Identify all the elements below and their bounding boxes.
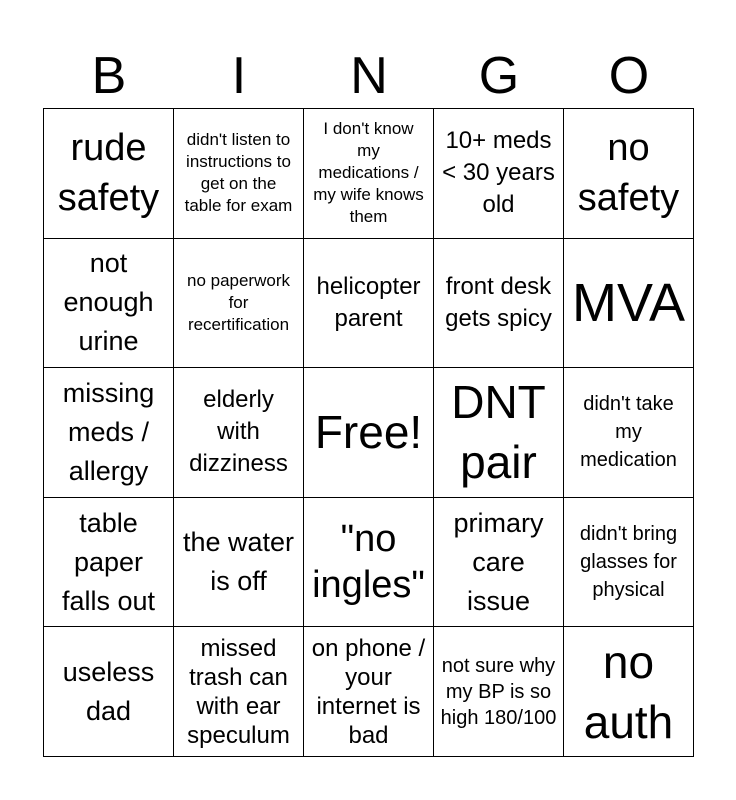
cell-text: MVA (571, 272, 685, 333)
bingo-cell[interactable] (174, 498, 304, 628)
free-space-text: Free! (314, 406, 423, 459)
cell-text: missed trash can with ear speculum (187, 634, 290, 749)
cell-text: helicopter parent (316, 272, 421, 332)
bingo-cell[interactable] (434, 498, 564, 628)
bingo-cell[interactable] (44, 627, 174, 757)
bingo-cell[interactable] (44, 109, 174, 239)
cell-text: the water is off (182, 527, 295, 597)
bingo-cell[interactable] (434, 239, 564, 369)
bingo-cell[interactable] (434, 627, 564, 757)
cell-text: didn't take my medication (580, 393, 677, 472)
header-letter-i: I (231, 47, 247, 105)
cell-text: front desk gets spicy (445, 272, 552, 332)
header-letter-o: O (608, 47, 650, 105)
cell-text: not sure why my BP is so high 180/100 (440, 654, 557, 729)
cell-text: primary care issue (453, 507, 544, 616)
bingo-cell[interactable] (304, 498, 434, 628)
cell-text: didn't bring glasses for physical (579, 523, 678, 602)
bingo-cell[interactable] (304, 109, 434, 239)
cell-text: DNT pair (451, 376, 546, 489)
cell-text: 10+ meds < 30 years old (442, 127, 555, 219)
header-letter-n: N (350, 47, 388, 105)
bingo-cell[interactable] (304, 239, 434, 369)
cell-text: no safety (577, 127, 680, 220)
cell-text: "no ingles" (312, 518, 425, 607)
bingo-cell[interactable] (564, 627, 694, 757)
cell-text: no auth (583, 635, 674, 748)
cell-text: no paperwork for recertification (186, 270, 290, 334)
bingo-cell[interactable] (564, 239, 694, 369)
bingo-cell[interactable] (564, 109, 694, 239)
cell-text: useless dad (62, 656, 155, 726)
bingo-cell[interactable] (304, 627, 434, 757)
bingo-board (43, 108, 694, 757)
bingo-cell[interactable] (44, 498, 174, 628)
header-letter-g: G (478, 47, 520, 105)
header-letter-b: B (91, 47, 127, 105)
cell-text: not enough urine (63, 248, 154, 357)
bingo-cell[interactable] (434, 368, 564, 498)
cell-text: didn't listen to instructions to get on the table for exam (184, 130, 293, 216)
bingo-cell[interactable] (174, 627, 304, 757)
bingo-cell[interactable] (174, 239, 304, 369)
bingo-cell[interactable] (44, 239, 174, 369)
bingo-header (44, 44, 694, 108)
bingo-cell[interactable] (564, 368, 694, 498)
bingo-cell[interactable] (434, 109, 564, 239)
cell-text: I don't know my medications / my wife knows them (313, 119, 424, 227)
bingo-cell[interactable] (564, 498, 694, 628)
cell-text: on phone / your internet is bad (311, 634, 426, 749)
bingo-cell[interactable] (174, 109, 304, 239)
cell-text: missing meds / allergy (62, 377, 155, 486)
bingo-cell[interactable] (44, 368, 174, 498)
bingo-cell[interactable] (174, 368, 304, 498)
free-space-cell[interactable] (304, 368, 434, 498)
cell-text: rude safety (57, 127, 160, 220)
cell-text: elderly with dizziness (189, 386, 288, 478)
cell-text: table paper falls out (61, 507, 156, 616)
